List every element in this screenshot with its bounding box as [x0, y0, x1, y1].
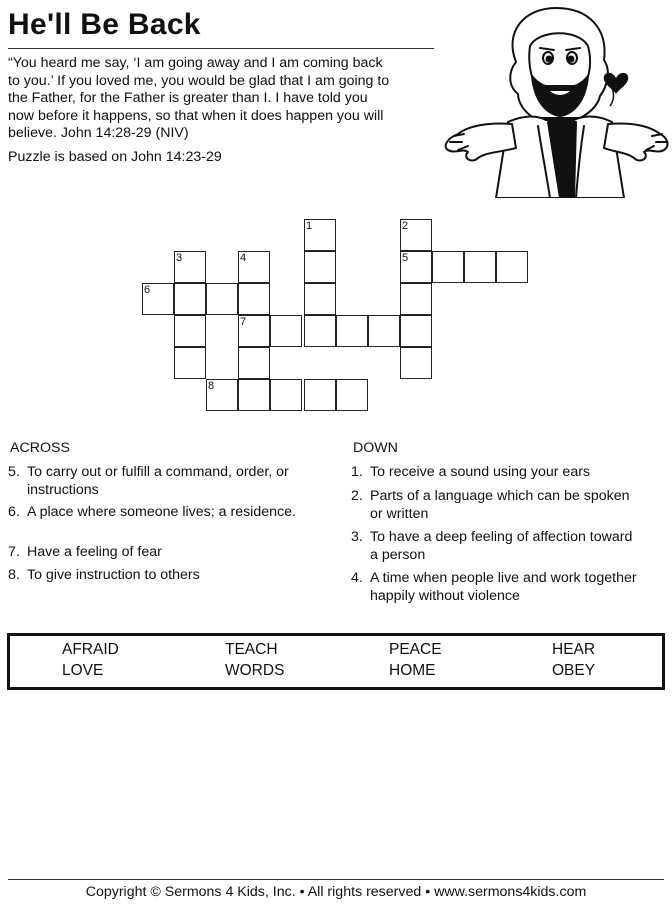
crossword-cell[interactable]	[238, 283, 270, 315]
across-heading: ACROSS	[10, 440, 70, 456]
across-clue	[8, 566, 338, 584]
word-bank	[7, 633, 665, 690]
puzzle-basis: Puzzle is based on John 14:23-29	[8, 149, 222, 165]
verse-line: now before it happens, so that when it does happen you will	[8, 107, 384, 124]
down-heading: DOWN	[353, 440, 398, 456]
crossword-cell[interactable]	[174, 347, 206, 379]
word-bank-item: HEAR	[552, 641, 596, 658]
clue-number-label: 2.	[351, 488, 363, 504]
clue-number: 2	[402, 220, 409, 232]
clue-text: Parts of a language which can be spoken or written	[370, 488, 630, 522]
clue-number-label: 4.	[351, 570, 363, 586]
clue-number-label: 5.	[8, 464, 20, 480]
clue-number: 5	[402, 252, 409, 264]
clue-number-label: 8.	[8, 567, 20, 583]
crossword-cell[interactable]	[238, 379, 270, 411]
scripture-verse	[8, 55, 438, 143]
crossword-cell[interactable]	[174, 315, 206, 347]
word-bank-item: LOVE	[62, 662, 104, 679]
crossword-cell[interactable]	[270, 379, 302, 411]
word-bank-item: TEACH	[225, 641, 278, 658]
crossword-cell[interactable]	[304, 251, 336, 283]
copyright-footer: Copyright © Sermons 4 Kids, Inc. • All rights reserved • www.sermons4kids.com	[85, 884, 587, 900]
verse-line: believe. John 14:28-29 (NIV)	[8, 125, 189, 141]
down-clue	[351, 528, 667, 564]
clue-number: 7	[240, 316, 247, 328]
word-bank-item: PEACE	[389, 641, 442, 658]
clue-text: To receive a sound using your ears	[370, 464, 591, 480]
clue-text: To have a deep feeling of affection toward a person	[370, 529, 633, 563]
word-bank-item: OBEY	[552, 662, 596, 679]
down-clue	[351, 569, 669, 605]
clue-number-label: 1.	[351, 464, 363, 480]
crossword-cell[interactable]	[336, 315, 368, 347]
crossword-cell[interactable]	[206, 283, 238, 315]
down-clue	[351, 487, 667, 523]
clue-number-label: 6.	[8, 504, 20, 520]
clue-number: 4	[240, 252, 247, 264]
clue-number: 3	[176, 252, 183, 264]
clue-number: 6	[144, 284, 151, 296]
clue-text: A time when people live and work together happily without violence	[370, 570, 637, 604]
crossword-cell[interactable]	[368, 315, 400, 347]
verse-line: to you.’ If you loved me, you would be glad that I am going to	[8, 72, 390, 89]
word-bank-item: WORDS	[225, 662, 285, 679]
crossword-cell[interactable]	[174, 283, 206, 315]
crossword-cell[interactable]	[464, 251, 496, 283]
crossword-cell[interactable]	[304, 315, 336, 347]
clue-text: To carry out or fulfill a command, order, or instructions	[27, 464, 289, 498]
crossword-cell[interactable]	[270, 315, 302, 347]
clue-number-label: 7.	[8, 544, 20, 560]
verse-line: “You heard me say, ‘I am going away and I am coming back	[8, 55, 383, 71]
clue-text: A place where someone lives; a residence.	[27, 504, 296, 520]
clue-number-label: 3.	[351, 529, 363, 545]
crossword-cell[interactable]	[496, 251, 528, 283]
crossword-cell[interactable]	[304, 379, 336, 411]
title-divider	[8, 48, 434, 49]
clue-number: 8	[208, 380, 215, 392]
verse-line: the Father, for the Father is greater than I. I have told you	[8, 90, 368, 106]
crossword-cell[interactable]	[400, 315, 432, 347]
word-bank-item: AFRAID	[62, 641, 119, 658]
footer-divider	[8, 879, 664, 880]
clue-text: To give instruction to others	[27, 567, 200, 583]
crossword-cell[interactable]	[432, 251, 464, 283]
clue-number: 1	[306, 220, 313, 232]
across-clue	[8, 463, 338, 499]
across-clue	[8, 543, 338, 561]
page-title: He'll Be Back	[8, 8, 201, 41]
crossword-cell[interactable]	[238, 347, 270, 379]
word-bank-item: HOME	[389, 662, 436, 679]
crossword-cell[interactable]	[304, 283, 336, 315]
crossword-cell[interactable]	[336, 379, 368, 411]
crossword-cell[interactable]	[400, 283, 432, 315]
across-clue	[8, 503, 338, 521]
clue-text: Have a feeling of fear	[27, 544, 162, 560]
crossword-cell[interactable]	[400, 347, 432, 379]
down-clue	[351, 463, 667, 481]
jesus-cartoon-icon	[438, 2, 670, 198]
